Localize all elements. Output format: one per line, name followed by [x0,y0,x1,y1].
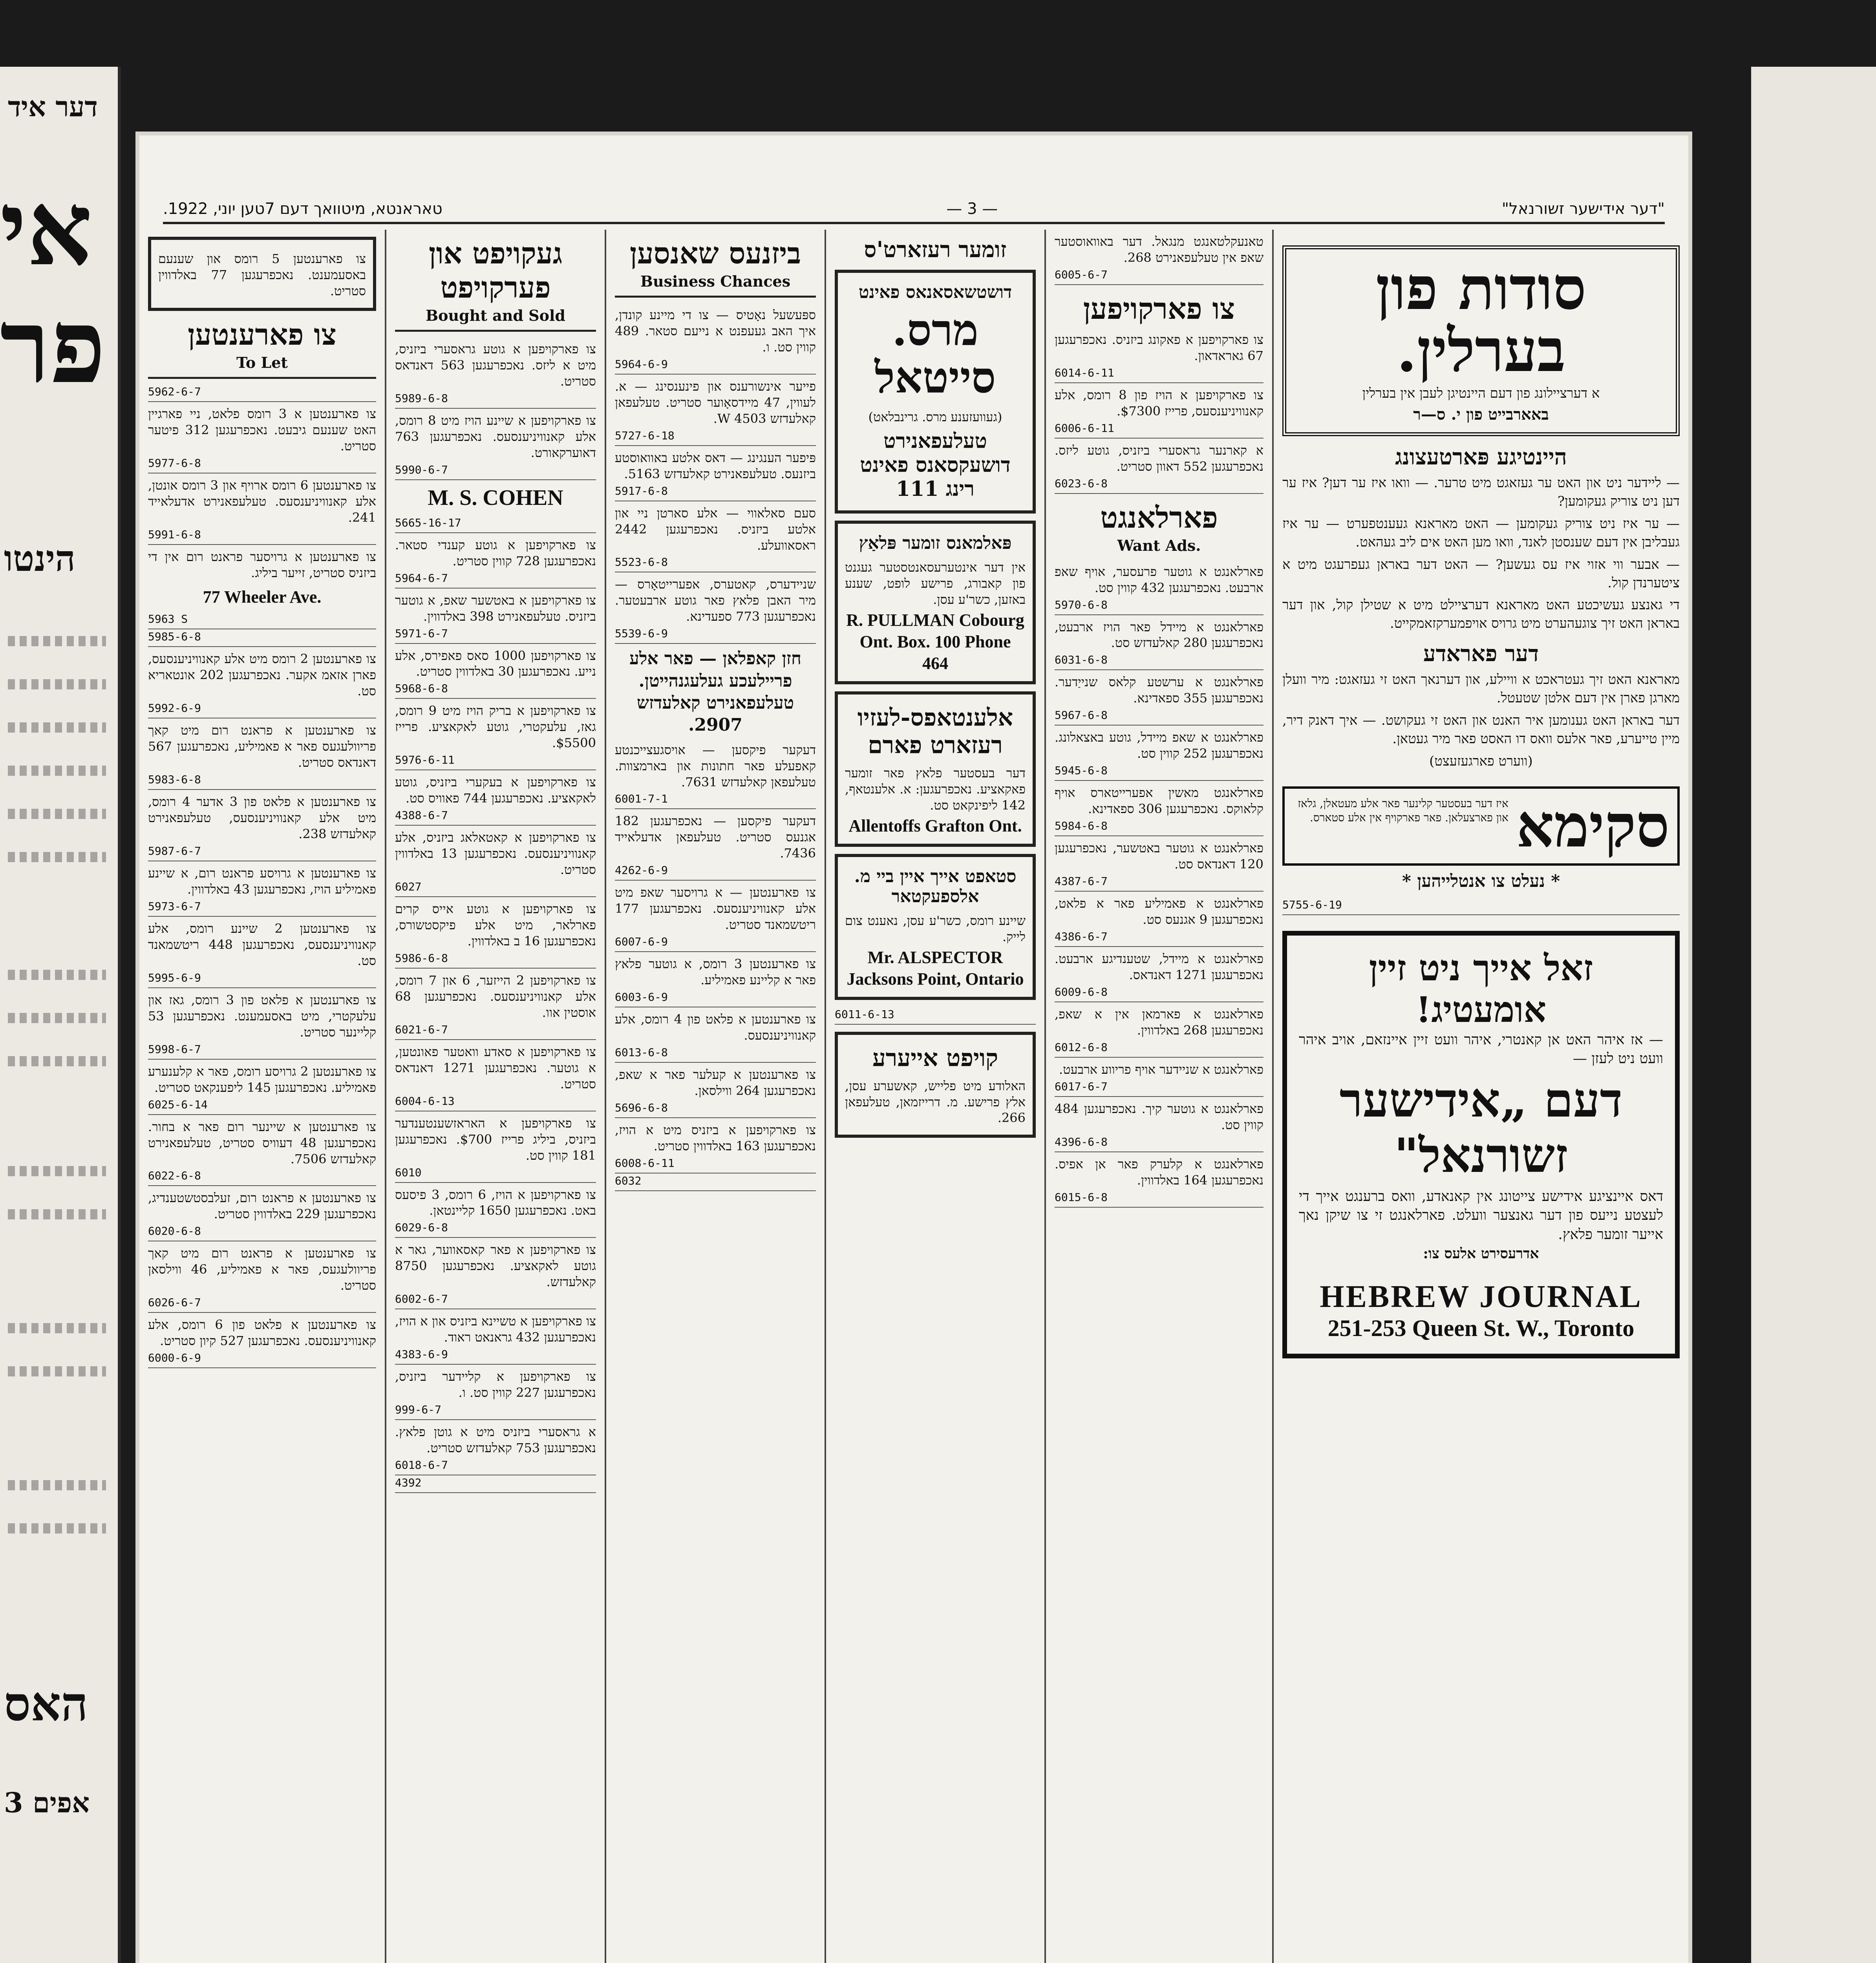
ad-reference: 5983-6-8 [148,772,376,790]
ad-reference: 5987-6-7 [148,844,376,861]
ad-reference: 5696-6-8 [615,1100,816,1118]
ad-reference: 5968-6-8 [395,681,596,699]
ad-text: צו פארענטען א 3 רומס פלאט, ניי פארגיין האט שענעם גיבעט. נאכפרעגען 312 פיטער סטריט. [148,406,377,453]
ad-text: צו פארענטען 3 רומס, א גוטער פלאץ פאר א קליינע פאמיליע. [615,956,816,988]
ad-reference: 6008-6-11 [615,1156,816,1173]
ad-reference: 6022-6-8 [148,1168,376,1186]
article-title: סודות פון בערלין. [1375,254,1587,385]
resort-ad-pullman [835,521,1036,684]
ad-text: צו פארקויפען א ביזניס מיט א הויז, נאכפרעגען 163 באלדווין סטריט. [615,1122,816,1153]
ad-reference: 6000-6-9 [148,1351,376,1368]
newspaper-page [139,135,1688,1963]
ad-reference: 5917-6-8 [615,484,816,501]
ad-text: פארלאנגט א שאפ מיידל, גוטע באצאלונג. נאכפרעגען 252 קווין סט. [1055,730,1263,761]
ad-reference: 5998-6-7 [148,1042,376,1060]
ad-text: צו פארענטען א גרויסער פראנט רום אין די ביזניס סטריט, זייער ביליג. [148,549,376,580]
article-paragraph: מאראנא האט זיך געטראכט א וויילע, און דערנאך האט זי געזאגט: מיר וועלן מארגן פארן אין דעם אלטן שטעטל. [1282,672,1680,706]
ad-reference: 6007-6-9 [615,934,816,952]
section-subtitle-bought-sold: Bought and Sold [426,307,565,324]
edge-fragment-1: דער איד [8,90,98,123]
ad-text: פארלאנגט א פארמאן אין א שאפ, נאכפרעגען 268 באלדווין. [1055,1006,1263,1038]
ad-text: פארלאנגט א פאמיליע פאר א פלאט, נאכפרעגען 9 אגנעס סט. [1055,896,1263,927]
hebrew-journal-ad [1282,931,1680,1359]
article-paragraph: די גאנצע געשיכטע האט מאראנא דערציילט מיט א שטילן קול, און דער באראן האט זיך צוגעהערט מיט גרויס אויפמערקזאמקייט. [1282,597,1680,632]
ad-reference: 5963 S [148,612,376,629]
promo-slogan: * נעלט צו אנטלייהען * [1402,871,1560,891]
ad-reference: 6002-6-7 [395,1292,596,1309]
ad-text: פארלאנגט א מיידל פאר הויז ארבעט, נאכפרעגען 280 קאלעדזש סט. [1055,619,1263,651]
ad-reference: 6013-6-8 [615,1045,816,1063]
ad-text: צו פארקויפען 1000 סאס פאפירס, אלע נייע. נאכפרעגען 30 באלדווין סטריט. [395,648,596,679]
ad-reference: 6025-6-14 [148,1097,376,1115]
ad-text: צו פארקויפען א גוטע אייס קרים פארלאר, מיט אלע פיקסטשורס, נאכפרעגען 16 ב באלדווין. [395,901,596,949]
journal-body: דאס איינציגע אידישע צייטונג אין קאנאדע, וואס ברענגט אייך די לעצטע נייעס פון דער גאנצער וועלט. פארלאנגט זי צו שיקן נאך אייער זומער פלאץ. [1299,1188,1663,1243]
want-ads-column [1044,230,1272,1963]
ad-text: צו פארקויפען א סאדע וואטער פאונטען, א גוטער. נאכפרעגען 1271 דאנדאס סטריט. [395,1044,596,1091]
resort-ad-body: האלודע מיט פלייש, קאשערע עסן, אלץ פרישע. מ. דרייזמאן, טעלעפאן 266. [845,1078,1026,1126]
section-title-for-sale: צו פארקויפען [1083,292,1235,326]
ad-text: צו פארקויפען א שיינע הויז מיט 8 רומס, אלע קאנוויניענסעס. נאכפרעגען 763 דאוערקאורט. [395,413,596,460]
ad-reference: 6006-6-11 [1055,421,1263,439]
resort-ad-footer-en: Mr. ALSPECTOR Jacksons Point, Ontario [847,947,1024,989]
journal-title: דעם „אידישער זשורנאל" [1339,1072,1623,1183]
ad-text: פארלאנגט מאשין אפערייטארס אויף קלאוקס. נאכפרעגען 306 ספאדינא. [1055,785,1263,817]
ad-reference: 5977-6-8 [148,456,376,473]
article-column [1272,230,1688,1963]
resort-ad-butcher [835,1032,1036,1138]
ad-reference: 6023-6-8 [1055,476,1263,494]
ad-text: צו פארקויפען א פאר קאסאווער, גאר א גוטע לאקאציע. נאכפרעגען 8750 קאלעדזש. [395,1242,596,1290]
ad-reference: 4387-6-7 [1055,874,1263,892]
ad-reference: 999-6-7 [395,1402,596,1420]
resort-ad-footer-en: R. PULLMAN Cobourg Ont. Box. 100 Phone 464 [846,610,1024,673]
resort-ad-jacksons [835,270,1036,514]
ad-wheeler-address: 77 Wheeler Ave. [203,587,322,607]
ad-text: צו פארקויפען א בעקערי ביזניס, גוטע לאקאציע. נאכפרעגען 744 פאוויס סט. [395,775,596,806]
ad-text: פארלאנגט א קלערק פאר אן אפיס. נאכפרעגען 164 באלדווין. [1055,1156,1263,1188]
ad-reference: 5523-6-8 [615,555,816,572]
resort-ad-head: פּאלמאנס זומער פּלאַץ [859,533,1012,553]
ad-reference: 6012-6-8 [1055,1040,1263,1058]
ad-reference: 4396-6-8 [1055,1135,1263,1152]
ad-reference: 5992-6-9 [148,701,376,718]
adjacent-page-right [1751,67,1876,1963]
resort-ad-body: שיינע רומס, כשר'ע עסן, נאענט צום לייק. [845,913,1026,944]
ad-reference: 5995-6-9 [148,971,376,988]
ad-reference: 6015-6-8 [1055,1190,1263,1208]
ad-reference: 6032 [615,1173,816,1191]
ad-reference: 6005-6-7 [1055,267,1263,285]
edge-fragment-3: פר [0,287,106,406]
ad-reference: 5984-6-8 [1055,819,1263,836]
article-paragraph: דער באראן האט גענומען איר האנט און האט זי געקושט. — איך דאנק דיר, מיין טייערע, פאר אלעס וואס דו האסט פאר מיר געטאן. [1282,713,1680,747]
section-title-bought-sold: געקויפט און פערקויפט [428,237,563,305]
resort-ad-footer-en: Allentoffs Grafton Ont. [848,816,1022,835]
ad-text: פארלאנגט א שניידער אויף פריווע ארבעט. [1059,1062,1263,1077]
ad-reference: 5989-6-8 [395,391,596,409]
resort-ad-phone: טעלעפאנירט דושעקסאנס פאינט רינג 111 [860,429,1011,501]
ad-text: דעקער פיקסען — נאכפרעגען 182 אגנעס סטריט. טעלעפאן אדעלאייד 7436. [615,813,816,861]
skimo-ad [1282,786,1680,866]
ad-text: צו פארענטען 2 רומס מיט אלע קאנוויניענסעס, פארן אזאמ אקער. נאכפרעגען 202 אונטאריא סט. [148,651,377,699]
ad-text: צו פארקויפען א האראזשענטענדער ביזניס, ביליג פרייז $700. נאכפרעגען 181 קווין סט. [395,1115,596,1163]
ad-reference: 4262-6-9 [615,863,816,881]
resort-ad-head: קויפט אייערע [872,1044,998,1072]
ad-reference: 6001-7-1 [615,791,816,809]
ad-text: צו פארקויפען 2 הייזער, 6 און 7 רומס, אלע קאנוויניענסעס. נאכפרעגען 68 אוסטין אוו. [395,972,596,1020]
ad-reference: 6018-6-7 [395,1458,596,1475]
resort-ad-body: דער בעסטער פלאץ פאר זומער פאקאציע. נאכפרעגען: א. אלענטאף, 142 ליפינקאט סט. [845,765,1026,813]
edge-fragment-4: הינטו [4,538,76,579]
section-title-resorts: זומער רעזארט'ס [864,237,1007,263]
ad-reference: 6027 [395,879,596,897]
skimo-text: איז דער בעסטער קלינער פאר אלע מעטאלן, גלאז און פארצעלאן. פאר פארקויף אין אלע סטארס. [1298,797,1508,824]
ad-text: צו פארענטען א שיינער רום פאר א בחור. נאכפרעגען 48 דעוויס סטריט, טעלעפאנירט קאלעדזש 7506. [148,1119,377,1166]
ad-reference: 4386-6-7 [1055,929,1263,947]
ad-reference: 6020-6-8 [148,1224,376,1241]
ad-text: צו פארקויפען א פאקונג ביזניס. נאכפרעגען 67 גאראדאון. [1055,332,1263,363]
article-paragraph: — ער איז ניט צוריק געקומען — האט מאראנא געענטפערט — ער איז געבליבן אין דעם שענסטן לאנד, וואו מען האט אים ליב געהאט. [1282,515,1680,550]
journal-address-label: אדרעסירט אלעס צו: [1423,1245,1539,1262]
header-page-number: — 3 — [946,200,998,218]
ad-text: צו פארענטען א גרויסע פראנט רום, א שיינע פאמיליע הויז, נאכפרעגען 43 באלדווין. [148,866,376,897]
ad-reference: 5964-6-7 [395,571,596,589]
article-heading: היינטיגע פּארטעצונג [1395,444,1567,470]
ad-reference: 5991-6-8 [148,527,376,545]
ad-text: צו פארענטען 6 רומס ארויף און 3 רומס אונטן, אלע קאנוויניענסעס. טעלעפאנירט אדעלאייד 241. [148,477,377,525]
article-subtitle: א דערציילונג פון דעם היינטיגן לעבן אין בערלין [1362,386,1600,401]
ad-text: שניידערס, קאטערס, אפערייטאָרס — מיר האבן פלאץ פאר גוטע ארבעטער. נאכפרעגען 773 ספעדינא. [615,577,816,624]
section-subtitle-business: Business Chances [640,272,791,290]
ad-text: צו פארקויפען א קאטאלאג ביזניס, אלע קאנוויניענסעס. נאכפרעגען 13 באלדווין סטריט. [395,830,596,877]
ad-text: פארלאנגט א גוטער קיך. נאכפרעגען 484 קווין סט. [1055,1101,1263,1132]
ad-reference: 5967-6-8 [1055,708,1263,726]
ad-text: פייער אינשורענס און פינענסינג — א. לעווין, 47 מיידסאָוער סטריט. טעלעפאן קאלעדזש W 4503. [615,378,816,426]
ad-reference: 5945-6-8 [1055,763,1263,781]
ad-text: פארלאנגט א ערשטע קלאס שנייַדער. נאכפרעגען 355 ספאדינא. [1055,674,1263,706]
article-subheading: דער פאראדע [1423,641,1539,667]
to-let-column [139,230,385,1963]
ad-text: צו פארקויפען א הויז, 6 רומס, 3 פיסעס באט. נאכפרעגען 1650 קליינטאן. [395,1187,596,1218]
ad-reference: 5976-6-11 [395,753,596,770]
ad-text: פארלאנגט א גוטער באטשער, נאכפרעגען 120 דאנדאס סט. [1055,841,1263,872]
ad-text: צו פארענטען א קעלער פאר א שאפ, נאכפרעגען 264 ווילסאן. [615,1067,816,1098]
ad-text: צו פארענטען א פלאט פון 3 רומס, גאז און עלעקטרי, מיט באסעמענט. נאכפרעגען 53 קליינער סטריט. [148,992,377,1040]
header-right: "דער אידישער זשורנאל" [1501,200,1665,218]
promo-box [148,237,376,311]
ad-reference: 5990-6-7 [395,462,596,480]
ad-text: א גראסערי ביזניס מיט א גוטן פלאץ. נאכפרעגען 753 קאלעדזש סטריט. [395,1424,596,1456]
ad-reference: 6011-6-13 [835,1007,1036,1025]
ad-reference: 5973-6-7 [148,899,376,917]
ad-reference: 6003-6-9 [615,990,816,1007]
ad-text: צו פארענטען א פלאט פון 4 רומס, אלע קאנוויניענסעס. [615,1012,816,1043]
ad-reference: 5727-6-18 [615,428,816,446]
ad-reference: 5665-16-17 [395,515,596,533]
ad-text: צו פארענטען 2 שיינע רומס, אלע קאנוויניענסעס, נאכפרעגען 448 ריטשמאנד סט. [148,921,377,968]
ad-reference: 6026-6-7 [148,1295,376,1313]
ad-text: צו פארענטען א פלאט פון 3 אדער 4 רומס, מיט אלע קאנוויניענסעס, טעלעפאנירט קאלעדזש 238. [148,794,377,842]
section-title-to-let: צו פארענטען [188,318,336,352]
journal-name-en: HEBREW JOURNAL [1320,1279,1642,1314]
ad-text: ספּעשעל נאָטיס — צו די מיינע קונדן, איך האב געעפנט א נייעם סטאר. 489 קווין סט. ו. [615,307,816,355]
ad-reference: 4388-6-7 [395,808,596,826]
section-subtitle-wanted: Want Ads. [1117,536,1201,554]
ad-reference: 6004-6-13 [395,1094,596,1111]
section-title-business: ביזנעס שאנסען [629,237,801,271]
ad-text: חזן קאפלאן — פאר אלע פריילעכע געלעגנהייטן. טעלעפאנירט קאלעדזש 2907. [629,649,802,735]
ad-text: צו פארענטען — א גרויסער שאפ מיט אלע קאנוויניענסעס. נאכפרעגען 177 ריטשמאנד סטריט. [615,885,816,932]
ad-text: פּיפער הענגינג — דאס אלטע באוואוסטע ביזנעס. טעלעפאנירט קאלעדזש 5163. [615,450,816,481]
summer-resorts-column [825,230,1044,1963]
journal-lead: — אז איהר האט אן קאנטרי, איהר וועט זיין איינזאם, אויב איהר וועט ניט לעזן — [1299,1031,1663,1067]
skimo-title: סקימא [1516,791,1669,861]
article-byline: באארבייט פון י. ס—ר [1413,405,1549,424]
ad-reference: 5964-6-9 [615,357,816,375]
ad-text: פארלאנגט א גוטער פרעסער, אויף שאפ ארבעט. נאכפרעגען 432 קווין סט. [1055,564,1263,595]
business-chances-column [605,230,825,1963]
ad-text: סעם סאלאווי — אלע סארטן ניי און אלטע ביזניס. נאכפרעגען 2442 ראסאוועלע. [615,505,816,553]
adjacent-page-fragment [0,67,121,1963]
journal-address-en: 251-253 Queen St. W., Toronto [1327,1315,1635,1342]
ad-text: צו פארקויפען א גוטע גראסערי ביזניס, מיט א ליזס. נאכפרעגען 563 דאנדאס סטריט. [395,342,596,389]
ad-text: צו פארענטען א פראנט רום מיט קאך פריוולעגעס, פאר א פאמיליע, 46 ווילסאן סטריט. [148,1246,377,1293]
edge-fragment-2: אי [0,169,93,289]
resort-ad-body: אין דער אינטערעסאנטסטער געגנט פון קאבורג, פרישע לופט, שענע באזען, כשר'ע עסן. [845,559,1026,607]
ad-text: צו פארענטען א פראנט רום מיט קאך פריוולעגעס פאר א פאמיליע, נאכפרעגען 567 דאנדאס סטריט. [148,723,376,770]
ad-text: צו פארקויפען א בריק הויז מיט 9 רומס, גאז, עלעקטרי, גוטע לאקאציע. פרייז $5500. [395,703,596,751]
ad-text: צו פארקויפען א קליידער ביזניס, נאכפרעגען 227 קווין סט. ו. [395,1369,596,1400]
section-subtitle-to-let: To Let [236,353,288,371]
article-paragraph: — אבער ווי אזוי איז עס געשען? — האט דער באראן געפרעגט מיט א ציטערנדן קול. [1282,556,1680,591]
ad-text: צו פארקויפען א הויז פון 8 רומס, אלע קאנוויניענסעס, פרייז $7300. [1055,387,1264,419]
ad-reference: 5539-6-9 [615,626,816,644]
header-date: טאראנטא, מיטוואך דעם 7טען יוני, 1922. [163,200,442,218]
ad-reference: 6014-6-11 [1055,366,1263,383]
resort-ad-sub: (געוועזענע מרס. גרינבלאט) [868,409,1002,424]
ad-reference: 5962-6-7 [148,384,376,402]
ad-reference: 6009-6-8 [1055,985,1263,1002]
article-paragraph: — ליידער ניט און האט ער געזאגט מיט טרער. — וואו איז ער דען? איז ער דען ניט צוריק געקומען? [1282,475,1680,509]
resort-ad-name: מרס. סייטאל [874,305,996,403]
edge-fragment-6: אפים 3 [4,1786,90,1819]
page-header [163,190,1665,224]
ad-reference: 4392 [395,1475,596,1493]
ad-text: צו פארקויפען א באטשער שאפ, א גוטער ביזניס. טעלעפאנירט 398 באלדווין. [395,592,596,624]
ad-reference: 6031-6-8 [1055,653,1263,670]
ad-reference: 5970-6-8 [1055,598,1263,615]
ad-text: צו פארקויפען א גוטע קענדי סטאר. נאכפרעגען 728 קווין סטריט. [395,537,596,568]
ad-reference: 6017-6-7 [1055,1079,1263,1097]
article-banner [1282,245,1680,436]
ad-cohen-name: M. S. COHEN [428,485,563,510]
ad-reference: 5986-6-8 [395,951,596,969]
resort-ad-head: סטאפט אייך איין ביי מ. אלספעקטאר [854,866,1017,907]
ad-text: פארלאנגט א מיידל, שטענדיגע ארבעט. נאכפרעגען 1271 דאנדאס. [1055,951,1263,982]
ad-reference: 6021-6-7 [395,1022,596,1040]
ad-text: צו פארענטען א פלאט פון 6 רומס, אלע קאנוויניענסעס. נאכפרעגען 527 קיון סטריט. [148,1317,377,1349]
ad-reference: 5755-6-19 [1282,897,1680,915]
ad-text: צו פארענטען א פראנט רום, זעלבסטשטענדיג, נאכפרעגען 229 באלדווין סטריט. [148,1190,377,1222]
ad-text: א קארנער גראסערי ביזניס, גוטע ליזס. נאכפרעגען 552 דאוון סטריט. [1055,442,1263,474]
ad-text: צו פארענטען 5 רומס און שענעם באסעמענט. נאכפרעגען 77 באלדווין סטריט. [158,251,366,298]
resort-ad-head: אלענטאפס-לעזיו רעזארט פארם [857,704,1013,759]
resort-ad-alspector [835,854,1036,1000]
ad-reference: 5971-6-7 [395,626,596,644]
article-continued: (ווערט פארגעזעצט) [1429,753,1533,769]
ad-text: טאנעקלטאנגט מנגאל. דער באוואוסטער שאפ אין טעלעפאנירט 268. [1055,234,1263,265]
ad-text: דעקער פיקסען — אויסגעצייכנטע קאפעלע פאר חתונות און בארמצוות. טעלעפאן קאלעדזש 7631. [615,742,816,790]
ad-text: צו פארענטען 2 גרויסע רומס, פאר א קלענערע פאמיליע. נאכפרעגען 145 ליפענקאט סטריט. [148,1064,377,1095]
edge-fragment-5: האס [4,1676,88,1732]
journal-headline: זאל אייך ניט זיין אומעטיג! [1369,947,1593,1031]
ad-text: צו פארקויפען א טשיינא ביזניס און א הויז, נאכפרעגען 432 גראנאט ראוד. [395,1314,596,1345]
ad-reference: 4383-6-9 [395,1347,596,1365]
ad-reference: 5985-6-8 [148,629,376,647]
resort-ad-head: דושטשאסאנאס פאינט [858,282,1012,302]
resort-ad-allentoff [835,691,1036,847]
section-title-wanted: פארלאנגט [1100,501,1218,535]
ad-reference: 6029-6-8 [395,1220,596,1238]
ad-reference: 6010 [395,1165,596,1183]
bought-sold-column [385,230,605,1963]
